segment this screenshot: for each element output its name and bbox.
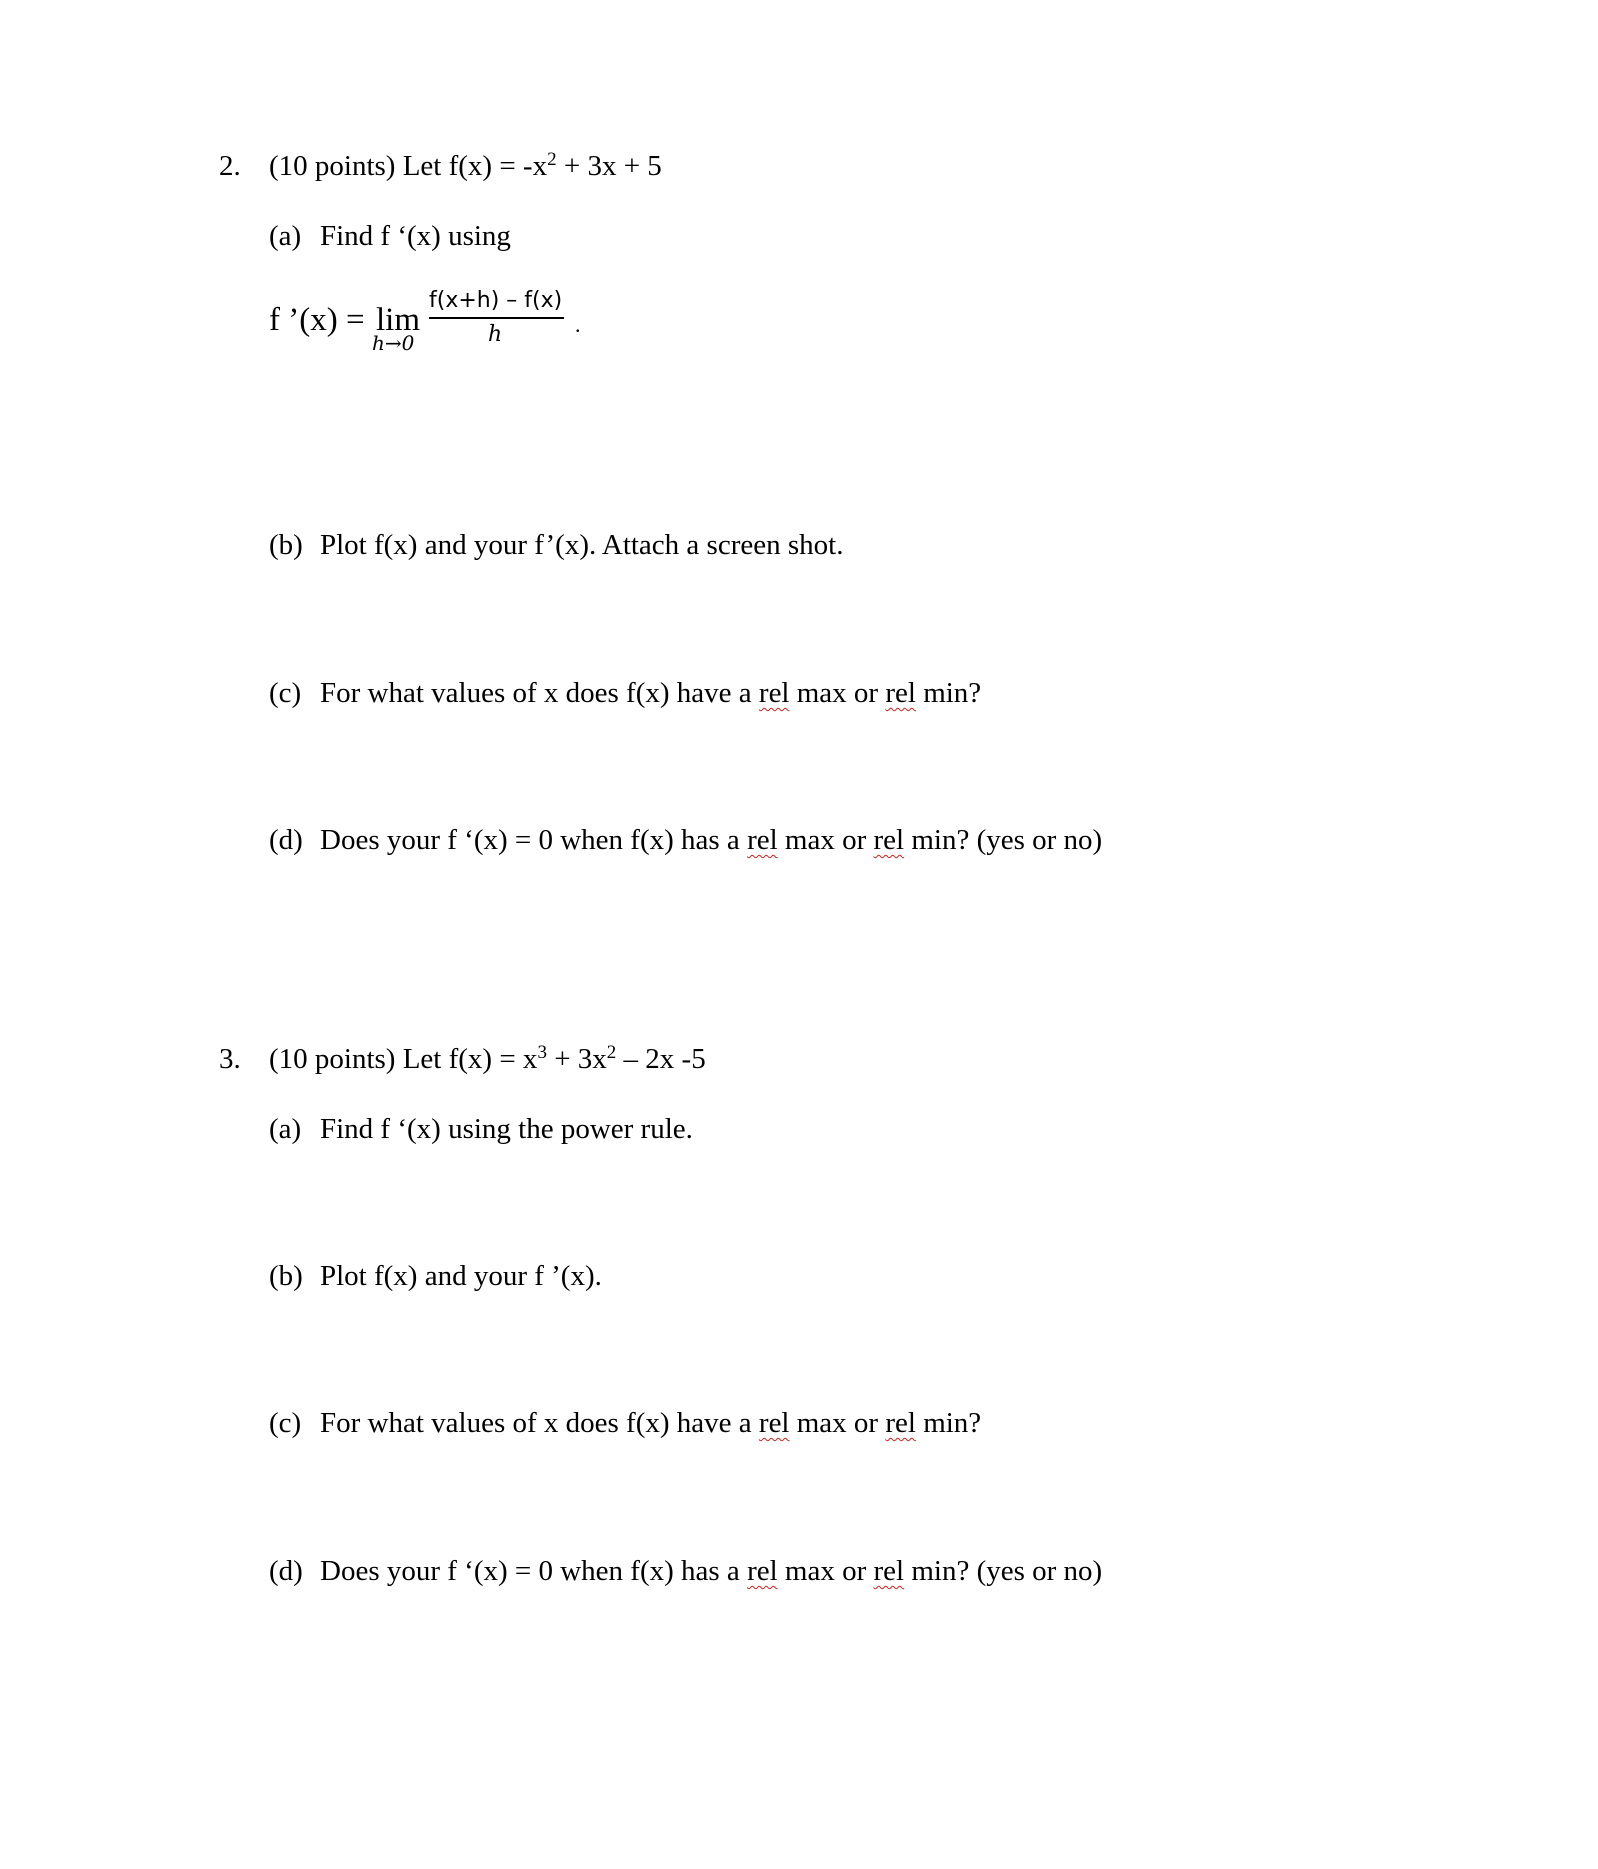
problem-number: 2.: [219, 150, 241, 182]
header-text: + 3x + 5: [556, 150, 662, 182]
text-run: max or: [789, 677, 886, 709]
spellcheck-word: rel: [758, 677, 790, 709]
part-b-text: Plot f(x) and your f’(x). Attach a screen shot.: [320, 529, 844, 561]
formula-denominator: h: [488, 322, 503, 347]
text-run: max or: [777, 1555, 874, 1587]
exponent: 2: [547, 149, 557, 170]
text-run: min?: [915, 1407, 982, 1439]
exponent: 2: [606, 1042, 617, 1063]
part-a-text: Find f ‘(x) using the power rule.: [320, 1113, 693, 1145]
part-a-text: Find f ‘(x) using: [320, 220, 511, 252]
header-text: – 2x -5: [616, 1043, 706, 1075]
part-c-text: [320, 1405, 981, 1441]
text-run: min?: [915, 677, 982, 709]
text-run: Does your f ‘(x) = 0 when f(x) has a: [320, 1555, 748, 1587]
part-label: (d): [269, 824, 303, 856]
part-label: (d): [269, 1555, 303, 1587]
text-run: For what values of x does f(x) have a: [320, 677, 759, 709]
header-text: (10 points) Let f(x) = -x: [269, 150, 548, 182]
formula-period: .: [575, 312, 581, 337]
limit-definition-formula: [269, 288, 589, 358]
formula-lhs: f ’(x) =: [269, 302, 365, 338]
problem-header: [269, 1041, 706, 1081]
header-text: (10 points) Let f(x) = x: [269, 1043, 538, 1075]
text-run: For what values of x does f(x) have a: [320, 1407, 759, 1439]
header-text: + 3x: [546, 1043, 607, 1075]
spellcheck-word: rel: [873, 824, 905, 856]
spellcheck-word: rel: [885, 677, 916, 709]
spellcheck-word: rel: [747, 824, 778, 856]
text-run: min? (yes or no): [904, 1555, 1103, 1587]
part-label: (a): [269, 220, 302, 252]
fraction-bar: [429, 317, 564, 319]
part-label: (b): [269, 529, 303, 561]
exponent: 3: [537, 1042, 547, 1063]
text-run: max or: [777, 824, 874, 856]
part-label: (c): [269, 1407, 302, 1439]
spellcheck-word: rel: [747, 1555, 778, 1587]
text-run: Does your f ‘(x) = 0 when f(x) has a: [320, 824, 748, 856]
part-d-text: [320, 1553, 1102, 1589]
problem-number: 3.: [219, 1043, 241, 1075]
formula-lim: lim: [376, 302, 421, 338]
spellcheck-word: rel: [885, 1407, 916, 1439]
spellcheck-word: rel: [758, 1407, 790, 1439]
problem-header: [269, 148, 662, 188]
text-run: min? (yes or no): [904, 824, 1103, 856]
part-b-text: Plot f(x) and your f ’(x).: [320, 1260, 602, 1292]
part-c-text: [320, 675, 981, 711]
spellcheck-word: rel: [873, 1555, 905, 1587]
part-label: (b): [269, 1260, 303, 1292]
part-label: (c): [269, 677, 302, 709]
part-label: (a): [269, 1113, 302, 1145]
text-run: max or: [789, 1407, 886, 1439]
formula-numerator: f(x+h) – f(x): [429, 288, 563, 313]
formula-limit-subscript: h→0: [372, 331, 415, 355]
part-d-text: [320, 822, 1102, 858]
